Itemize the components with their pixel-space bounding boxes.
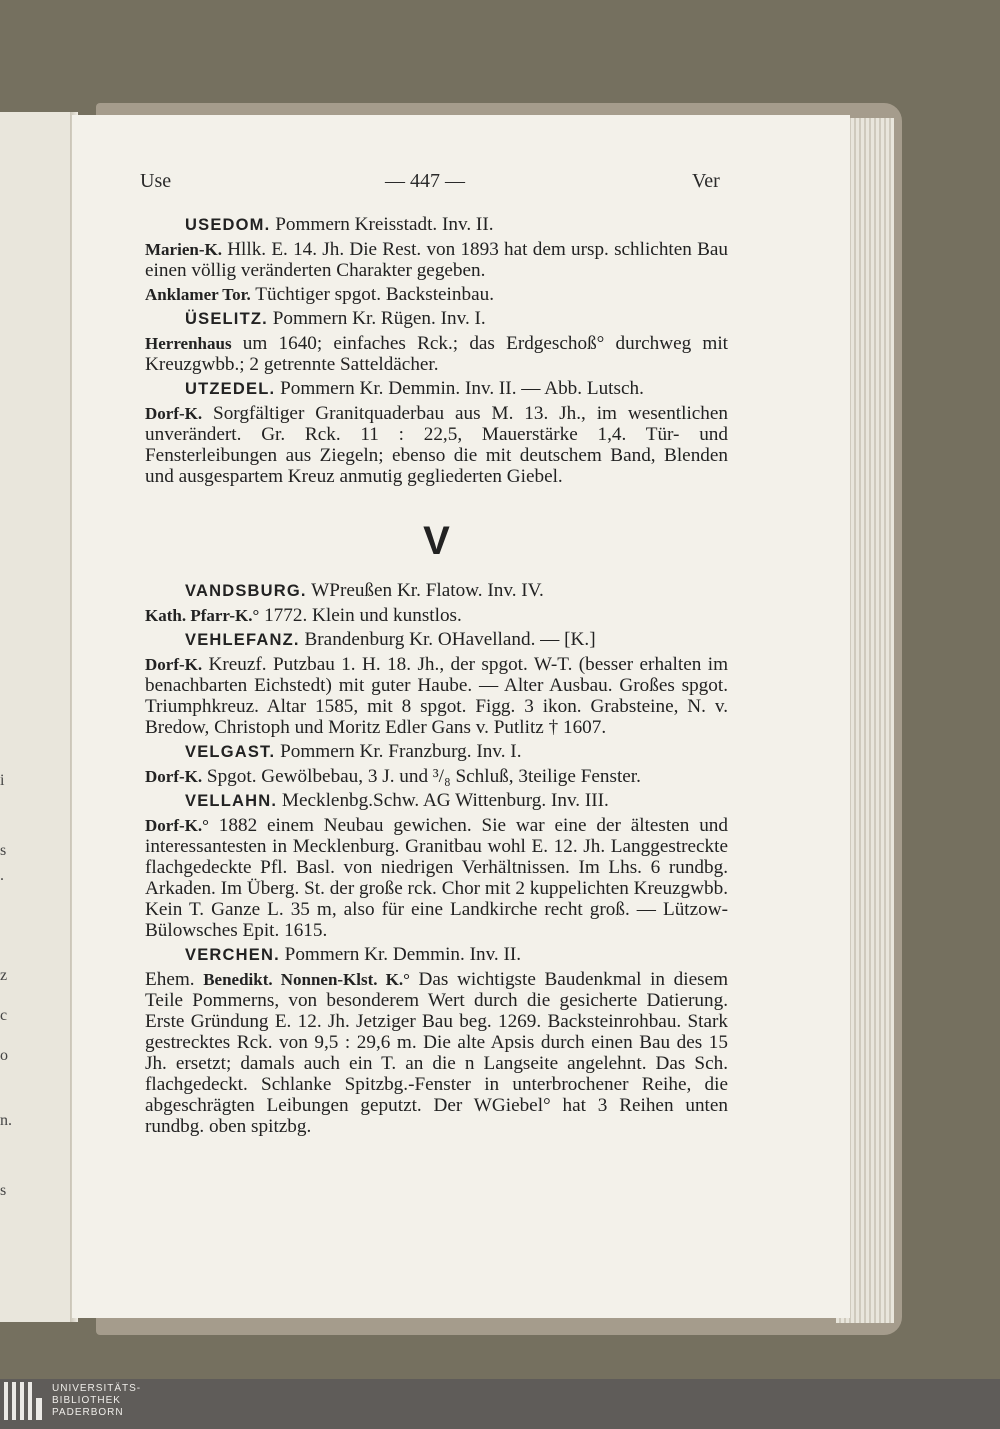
entry-heading: VELGAST. Pommern Kr. Franzburg. Inv. I. — [185, 741, 522, 762]
footer-bar — [0, 1379, 1000, 1429]
entry-heading: VANDSBURG. WPreußen Kr. Flatow. Inv. IV. — [185, 580, 544, 601]
entry-paragraph: Marien-K. Hllk. E. 14. Jh. Die Rest. von 1893 hat dem ursp. schlichten Bau einen völlig veränderten Charakter gegeben. — [145, 239, 728, 281]
library-logo — [4, 1382, 141, 1420]
page-number: — 447 — — [385, 170, 465, 192]
left-page — [0, 112, 74, 1322]
margin-mark: s — [0, 842, 7, 859]
entry-paragraph: Anklamer Tor. Tüchtiger spgot. Backsteinbau. — [145, 284, 494, 305]
running-head-left: Use — [140, 170, 172, 192]
entry-heading: VEHLEFANZ. Brandenburg Kr. OHavelland. — [K.] — [185, 629, 596, 650]
margin-mark: . — [0, 867, 4, 884]
entry-paragraph: Kath. Pfarr-K.° 1772. Klein und kunstlos. — [145, 605, 462, 626]
margin-mark: c — [0, 1007, 8, 1024]
entry-heading: UTZEDEL. Pommern Kr. Demmin. Inv. II. — Abb. Lutsch. — [185, 378, 644, 399]
page-text — [145, 214, 728, 1140]
entry-heading: VERCHEN. Pommern Kr. Demmin. Inv. II. — [185, 944, 522, 965]
margin-mark: n. — [0, 1112, 12, 1129]
logo-bars-icon — [4, 1382, 42, 1420]
margin-mark: o — [0, 1047, 8, 1064]
entry-heading: USEDOM. Pommern Kreisstadt. Inv. II. — [185, 214, 494, 235]
entry-paragraph: Dorf-K. Sorgfältiger Granitquaderbau aus M. 13. Jh., im wesentlichen unverändert. Gr. Rck. 11 : 22,5, Mauerstärke 1,4. Tür- und Fensterleibungen aus Ziegeln; ebenso die mit deutschem Band, Blenden und ausgespartem Kreuz anmutig gegliederten Giebel. — [145, 403, 729, 487]
section-letter: V — [423, 519, 450, 563]
entry-heading: VELLAHN. Mecklenbg.Schw. AG Wittenburg. Inv. III. — [185, 790, 609, 811]
entry-paragraph: Dorf-K.° 1882 einem Neubau gewichen. Sie war eine der ältesten und interessantesten in Mecklenburg. Granitbau wohl E. 12. Jh. Langgestreckte flachgedeckte Pfl. Basl. von niedrigen Verhältnissen. Im Lhs. 6 rundbg. Arkaden. Im Überg. St. der große rck. Chor mit 2 kuppelichten Kreuzgwbb. Kein T. Ganze L. 35 m, also für eine Landkirche recht groß. — Lützow-Bülowsches Epit. 1615. — [145, 815, 728, 941]
entry-heading: ÜSELITZ. Pommern Kr. Rügen. Inv. I. — [185, 308, 486, 329]
entry-paragraph: Dorf-K. Kreuzf. Putzbau 1. H. 18. Jh., der spgot. W-T. (besser erhalten im benachbarten Eichstedt) mit guter Haube. — Alter Ausbau. Großes spgot. Triumphkreuz. Altar 1585, mit 8 spgot. Figg. 3 ikon. Grabsteine, N. v. Bredow, Christoph und Moritz Edler Gans v. Putlitz † 1607. — [145, 654, 728, 738]
margin-mark: s — [0, 1182, 7, 1199]
logo-text: UNIVERSITÄTS- BIBLIOTHEK PADERBORN — [52, 1383, 142, 1418]
entry-paragraph: Herrenhaus um 1640; einfaches Rck.; das Erdgeschoß° durchweg mit Kreuzgwbb.; 2 getrennte Satteldächer. — [145, 333, 729, 375]
running-head-right: Ver — [692, 170, 720, 192]
entry-paragraph: Dorf-K. Spgot. Gewölbebau, 3 J. und ³/₈ Schluß, 3teilige Fenster. — [145, 766, 641, 787]
margin-mark: i — [0, 772, 5, 789]
margin-mark: z — [0, 967, 8, 984]
entry-paragraph: Ehem. Benedikt. Nonnen-Klst. K.° Das wichtigste Baudenkmal in diesem Teile Pommerns, von besonderem Wert durch die gesicherte Datierung. Erste Gründung E. 12. Jh. Jetziger Bau beg. 1269. Backsteinrohbau. Stark gestrecktes Rck. von 9,5 : 29,6 m. Die alte Apsis durch einen Bau des 15 Jh. ersetzt; damals auch ein T. an die n Langseite angelehnt. Das Sch. flachgedeckt. Schlanke Spitzbg.-Fenster in unterbrochener Reihe, die abgeschrägten Leibungen geputzt. Der WGiebel° hat 3 Reihen unten rundbg. oben spitzbg. — [145, 969, 729, 1137]
